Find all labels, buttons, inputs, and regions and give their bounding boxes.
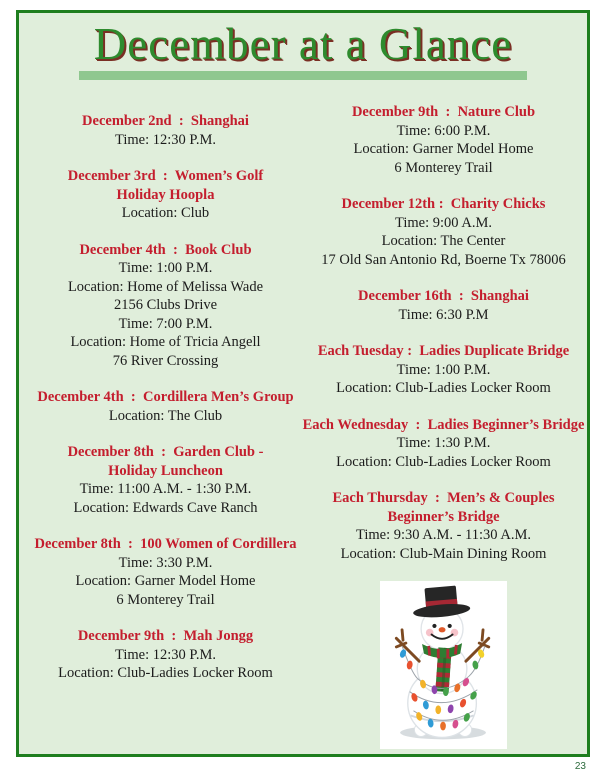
event-block [300, 342, 587, 398]
event-detail: Time: 6:00 P.M. [396, 122, 491, 139]
page-title: December at a Glance [93, 19, 513, 69]
event-detail: 6 Monterey Trail [116, 591, 215, 608]
event-heading: December 9th : Mah Jongg [77, 628, 254, 644]
event-detail: Location: Garner Model Home [75, 573, 256, 589]
event-detail: Location: Club-Ladies Locker Room [58, 665, 273, 681]
event-block [31, 443, 300, 517]
event-block [31, 241, 300, 371]
event-detail: Location: The Club [108, 407, 223, 424]
event-block [300, 287, 587, 324]
event-block [300, 103, 587, 177]
event-heading: Beginner’s Bridge [387, 508, 500, 525]
event-detail: Time: 6:30 P.M [398, 306, 489, 323]
event-detail: Location: The Center [381, 233, 506, 249]
event-detail: Time: 11:00 A.M. - 1:30 P.M. [79, 481, 252, 497]
title-underline-bar [79, 71, 527, 80]
event-detail: Location: Home of Melissa Wade [67, 278, 264, 295]
event-detail: Time: 1:00 P.M. [118, 260, 213, 276]
event-detail: Location: Edwards Cave Ranch [73, 499, 258, 516]
event-block [31, 112, 300, 149]
event-block [31, 627, 300, 683]
event-heading: Holiday Hoopla [116, 186, 215, 203]
event-heading: December 9th : Nature Club [351, 104, 536, 120]
event-columns [19, 80, 587, 749]
event-detail: Location: Club-Ladies Locker Room [336, 453, 551, 470]
event-detail: Time: 7:00 P.M. [118, 315, 213, 332]
event-heading: Each Tuesday : Ladies Duplicate Bridge [317, 343, 570, 359]
event-heading: December 16th : Shanghai [358, 288, 529, 304]
event-heading: December 4th : Book Club [79, 241, 252, 258]
newsletter-page [16, 10, 590, 757]
event-heading: December 8th : Garden Club - [67, 444, 264, 460]
event-block [31, 167, 300, 223]
event-block [31, 388, 300, 425]
event-detail: Location: Garner Model Home [353, 141, 534, 157]
event-detail: Location: Club [121, 205, 210, 221]
right-column [300, 103, 587, 749]
event-block [31, 535, 300, 609]
carrot-nose [439, 627, 446, 632]
event-heading: Each Wednesday : Ladies Beginner’s Bridge [302, 416, 585, 433]
event-block [300, 489, 587, 563]
event-heading: December 8th : 100 Women of Cordillera [34, 536, 297, 552]
event-detail: Time: 3:30 P.M. [118, 554, 213, 571]
event-heading: Holiday Luncheon [108, 462, 223, 479]
event-heading: December 12th : Charity Chicks [341, 196, 546, 212]
event-detail: Location: Club-Ladies Locker Room [336, 380, 551, 396]
event-detail: 2156 Clubs Drive [113, 297, 218, 313]
event-heading: December 3rd : Women’s Golf [67, 168, 264, 184]
event-detail: Time: 1:30 P.M. [396, 435, 491, 451]
event-detail: Time: 12:30 P.M. [115, 131, 216, 148]
event-detail: Time: 12:30 P.M. [115, 646, 216, 663]
event-block [300, 416, 587, 472]
event-detail: 6 Monterey Trail [394, 159, 493, 176]
snowman-illustration [383, 584, 504, 746]
top-hat [411, 584, 471, 619]
event-detail: Location: Club-Main Dining Room [340, 545, 547, 562]
event-heading: December 2nd : Shanghai [82, 113, 249, 129]
event-detail: Time: 1:00 P.M. [396, 361, 491, 378]
event-detail: Location: Home of Tricia Angell [70, 334, 261, 350]
event-heading: Each Thursday : Men’s & Couples [332, 490, 555, 506]
event-detail: Time: 9:00 A.M. [395, 214, 492, 231]
event-detail: Time: 9:30 A.M. - 11:30 A.M. [356, 527, 531, 543]
page-number: 23 [574, 761, 586, 772]
event-heading: December 4th : Cordillera Men’s Group [37, 389, 294, 405]
event-detail: 76 River Crossing [112, 352, 219, 369]
snowman-illustration-card [380, 581, 507, 749]
left-column [31, 103, 300, 749]
event-block [300, 195, 587, 269]
event-detail: 17 Old San Antonio Rd, Boerne Tx 78006 [321, 251, 566, 268]
